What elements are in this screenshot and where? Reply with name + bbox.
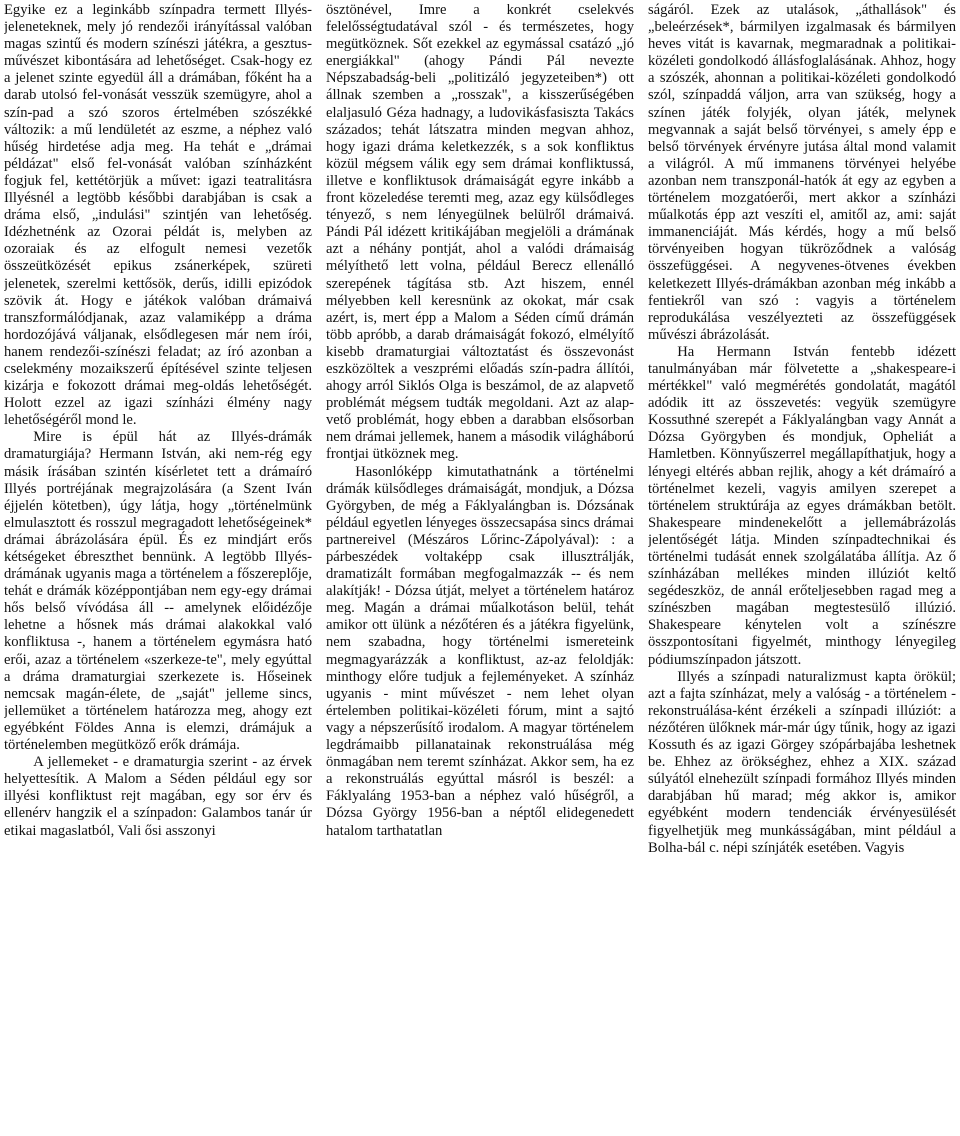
paragraph: Ha Hermann István fentebb idézett tanulmányában már fölvetette a „shakespeare-i mértékkel" való megmérétés gondolatát, magától adódik itt az összevetés: vegyük szemügyre Kossuthné szerepét a Fáklyalángban vagy Annát a Dózsa Györgyben és mondjuk, Opheliát a Hamletben. Könnyűszerrel megállapíthatjuk, hogy a lényegi eltérés abban rejlik, ahogy a két drámaíró a történelmet kezeli, vagyis amilyen szerepet a történelem struktúrája az egyes drámákban betölt. Shakespeare mindenekelőtt a jellemábrázolás jelentőségét látja. Minden színpadtechnikai és történelmi tudását ennek szolgálatába állítja. Az ő színházában mellékes minden illúziót keltő segédeszköz, de annál erőteljesebben ragad meg a színészben magában megtestesülő illúzió. Shakespeare kénytelen volt a színészre összpontosítani figyelmét, minthogy lényegileg pódiumszínpadon játszott. bbox=[648, 343, 956, 668]
paragraph: Illyés a színpadi naturalizmust kapta örökül; azt a fajta színházat, mely a valóság - a történelem - rekonstruálása-ként érzékeli a színpadi illúziót: a nézőtéren ülőknek már-már úgy tűnik, hogy az igazi Kossuth és az igazi Görgey szópárbajába leshetnek be. Ehhez az örökséghez, ehhez a XIX. század súlyától elnehezült színpadi formához Illyés minden darabjában hű marad; még akkor is, amikor egyébként modern tendenciák érvényesülését figyelhetjük meg munkásságában, mint például a Bolha-bál c. népi színjáték esetében. Vagyis bbox=[648, 668, 956, 856]
paragraph: ösztönével, Imre a konkrét cselekvés felelősségtudatával szól - és természetes, hogy megütköznek. Sőt ezekkel az egymással csatázó „jó energiákkal" (ahogy Pándi Pál nevezte Népszabadság-beli „politizáló jegyzeteiben*) ott állnak szemben a „rosszak", a kisszerűségében elaljasuló Géza hadnagy, a ludovikásfasiszta Takács százados; tehát látszatra minden megvan ahhoz, hogy igazi dráma keletkezzék, s a sok konfliktus közül mégsem válik egy sem drámai konfliktussá, illetve e konfliktusok drámaiságát egyre inkább a front közeledése teremti meg, azaz egy külsődleges tényező, s nem lényegülnek belülről drámaivá. Pándi Pál idézett kritikájában megjelöli a drámának azt a néhány pontját, ahol a valódi drámaiság mélyíthető lett volna, például Berecz ellenálló szerepének tágítása stb. Azt hiszem, ennél mélyebben kell keresnünk az okokat, már csak azért, is, mert épp a Malom a Séden című drámán több apróbb, a darab drámaiságát fokozó, elmélyítő kisebb dramaturgiai változtatást és összevonást eszközöltek a veszprémi előadás szín-padra állítói, ahogy arról Siklós Olga is beszámol, de az alapvető problémát mégsem tudták megoldani. Azt az alap-vető problémát, hogy ebben a darabban elsősorban nem drámai jellemek, hanem a második világháború frontjai ütköznek meg. bbox=[326, 2, 634, 463]
text-column-left bbox=[4, 2, 312, 1136]
paragraph: Egyike ez a leginkább színpadra termett Illyés-jeleneteknek, mely jó rendezői irányítással valóban magas szintű és modern színészi játékra, a gesztus-művészet kibontására ad lehetőséget. Csak-hogy ez a jelenet szinte egyedül áll a drámában, főként ha a darab utolsó fel-vonását vesszük szemügyre, ahol a szín-pad a szó szoros értelmében szószékké változik: a mű lendületét az eszme, a néphez való hűség hirdetése adja meg. Ha tehát e „drámai példázat" első fel-vonását valóban színházként fogjuk fel, kettétörjük a művet: igazi teatralitásra Illyésnél a legtöbb későbbi darabjában is csak a dráma első, „indulási" szintjén van lehetőség. Idézhetnénk az Ozorai példát is, melyben az ozoraiak és az elfogult nemesi vezetők összeütközését epikus zsánerképek, szüreti jelenetek, szerelmi kettősök, derűs, idilli epizódok szövik át. Hogy e játékok valóban drámaivá transzformálódjanak, azaz valamiképp a dráma hordozójává váljanak, elsődlegesen már nem írói, hanem rendezői-színészi feladat; az író azonban a cselekmény mozaikszerű építésével szinte teljesen kizárja e fokozott drámai meg-oldás lehetőségét. Holott ezzel az igazi színházi élmény nagy lehetőségéről mond le. bbox=[4, 2, 312, 429]
paragraph: Mire is épül hát az Illyés-drámák dramaturgiája? Hermann István, aki nem-rég egy másik írásában szintén kísérletet tett a drámaíró Illyés portréjának megrajzolására (a Szent Iván éjjelén kötetben), úgy látja, hogy „történelmünk elmulasztott és rosszul megragadott lehetőségeinek* drámai ábrázolására épül. És ez mindjárt erős kétségeket ébreszthet bennünk. A legtöbb Illyés-drámának ugyanis maga a történelem a főszereplője, tehát e drámák középpontjában nem egy-egy drámai hős belső vívódása áll -- amelynek előidézője lehetne a hősnek más drámai alakokkal való konfliktusa -, hanem a történelem egymásra ható erői, azaz a történelem «szerkeze-te", mely egyúttal a dráma dramaturgiai szerkezete is. Hőseinek nemcsak magán-élete, de „saját" jelleme sincs, jellemüket a történelem határozza meg, ahogy ezt egyébként Földes Anna is elemzi, drámájuk a történelemben megütköző erők drámája. bbox=[4, 429, 312, 754]
paragraph: ságáról. Ezek az utalások, „áthallások" és „beleérzések*, bármilyen izgalmasak és bármilyen heves vitát is kavarnak, megmaradnak a politikai-közéleti gondolkodó állásfoglalásának. Ahhoz, hogy a szószék, ahonnan a politikai-közéleti gondolkodó szól, színpaddá váljon, arra van szükség, hogy a színen játék folyjék, olyan játék, melynek megvannak a saját belső törvényei, s amely épp e belső törvények érvényre jutása által mond valamit a világról. A mű immanens törvényei helyébe azonban nem transzponál-hatók át egy az egyben a történelem mozgatóerői, mert akkor a színházi műalkotás épp azt veszíti el, amitől az, ami: saját immanenciáját. Más kérdés, hogy a mű belső törvényeiben hogyan tükröződnek a valóság összefüggései. A negyvenes-ötvenes években keletkezett Illyés-drámákban azonban még inkább a fentiekről van szó : vagyis a történelem reprodukálása veszélyezteti az összefüggések művészi ábrázolását. bbox=[648, 2, 956, 343]
paragraph: Hasonlóképp kimutathatnánk a történelmi drámák külsődleges drámaiságát, mondjuk, a Dózsa Györgyben, de még a Fáklyalángban is. Dózsának például egyetlen lényeges összecsapása sincs drámai partnereivel (Mészáros Lőrinc-Zápolyával): : a párbeszédek voltaképp csak illusztrálják, dramatizált formában megfogalmazzák -- és nem alakítják! - Dózsa útját, melyet a történelem határoz meg. Magán a drámai műalkotáson belül, tehát amikor ott ülünk a nézőtéren és a játékra figyelünk, nem szabadna, hogy történelmi ismereteink megmagyarázzák a konfliktust, az-az feloldják: minthogy előre tudjuk a fejleményeket. A színház ugyanis - mint művészet - nem lehet olyan értelemben politikai-közéleti fórum, mint a sajtó vagy a népszerűsítő irodalom. A magyar történelem legdrámaibb pillanatainak rekonstruálása még önmagában nem teremt színházat. Akkor sem, ha ez a rekonstruálás egyúttal másról is beszél: a Fáklyaláng 1953-ban a néphez való hűségről, a Dózsa György 1956-ban a néptől elidegenedett hatalom tarthatatlan bbox=[326, 463, 634, 839]
text-column-right bbox=[648, 2, 956, 1136]
text-column-middle bbox=[326, 2, 634, 1136]
paragraph: A jellemeket - e dramaturgia szerint - az érvek helyettesítik. A Malom a Séden például egy sor illyési konfliktust rejt magában, egy sor érv és ellenérv hangzik el a színpadon: Galambos tanár úr etikai magaslatból, Vali ősi asszonyi bbox=[4, 754, 312, 839]
